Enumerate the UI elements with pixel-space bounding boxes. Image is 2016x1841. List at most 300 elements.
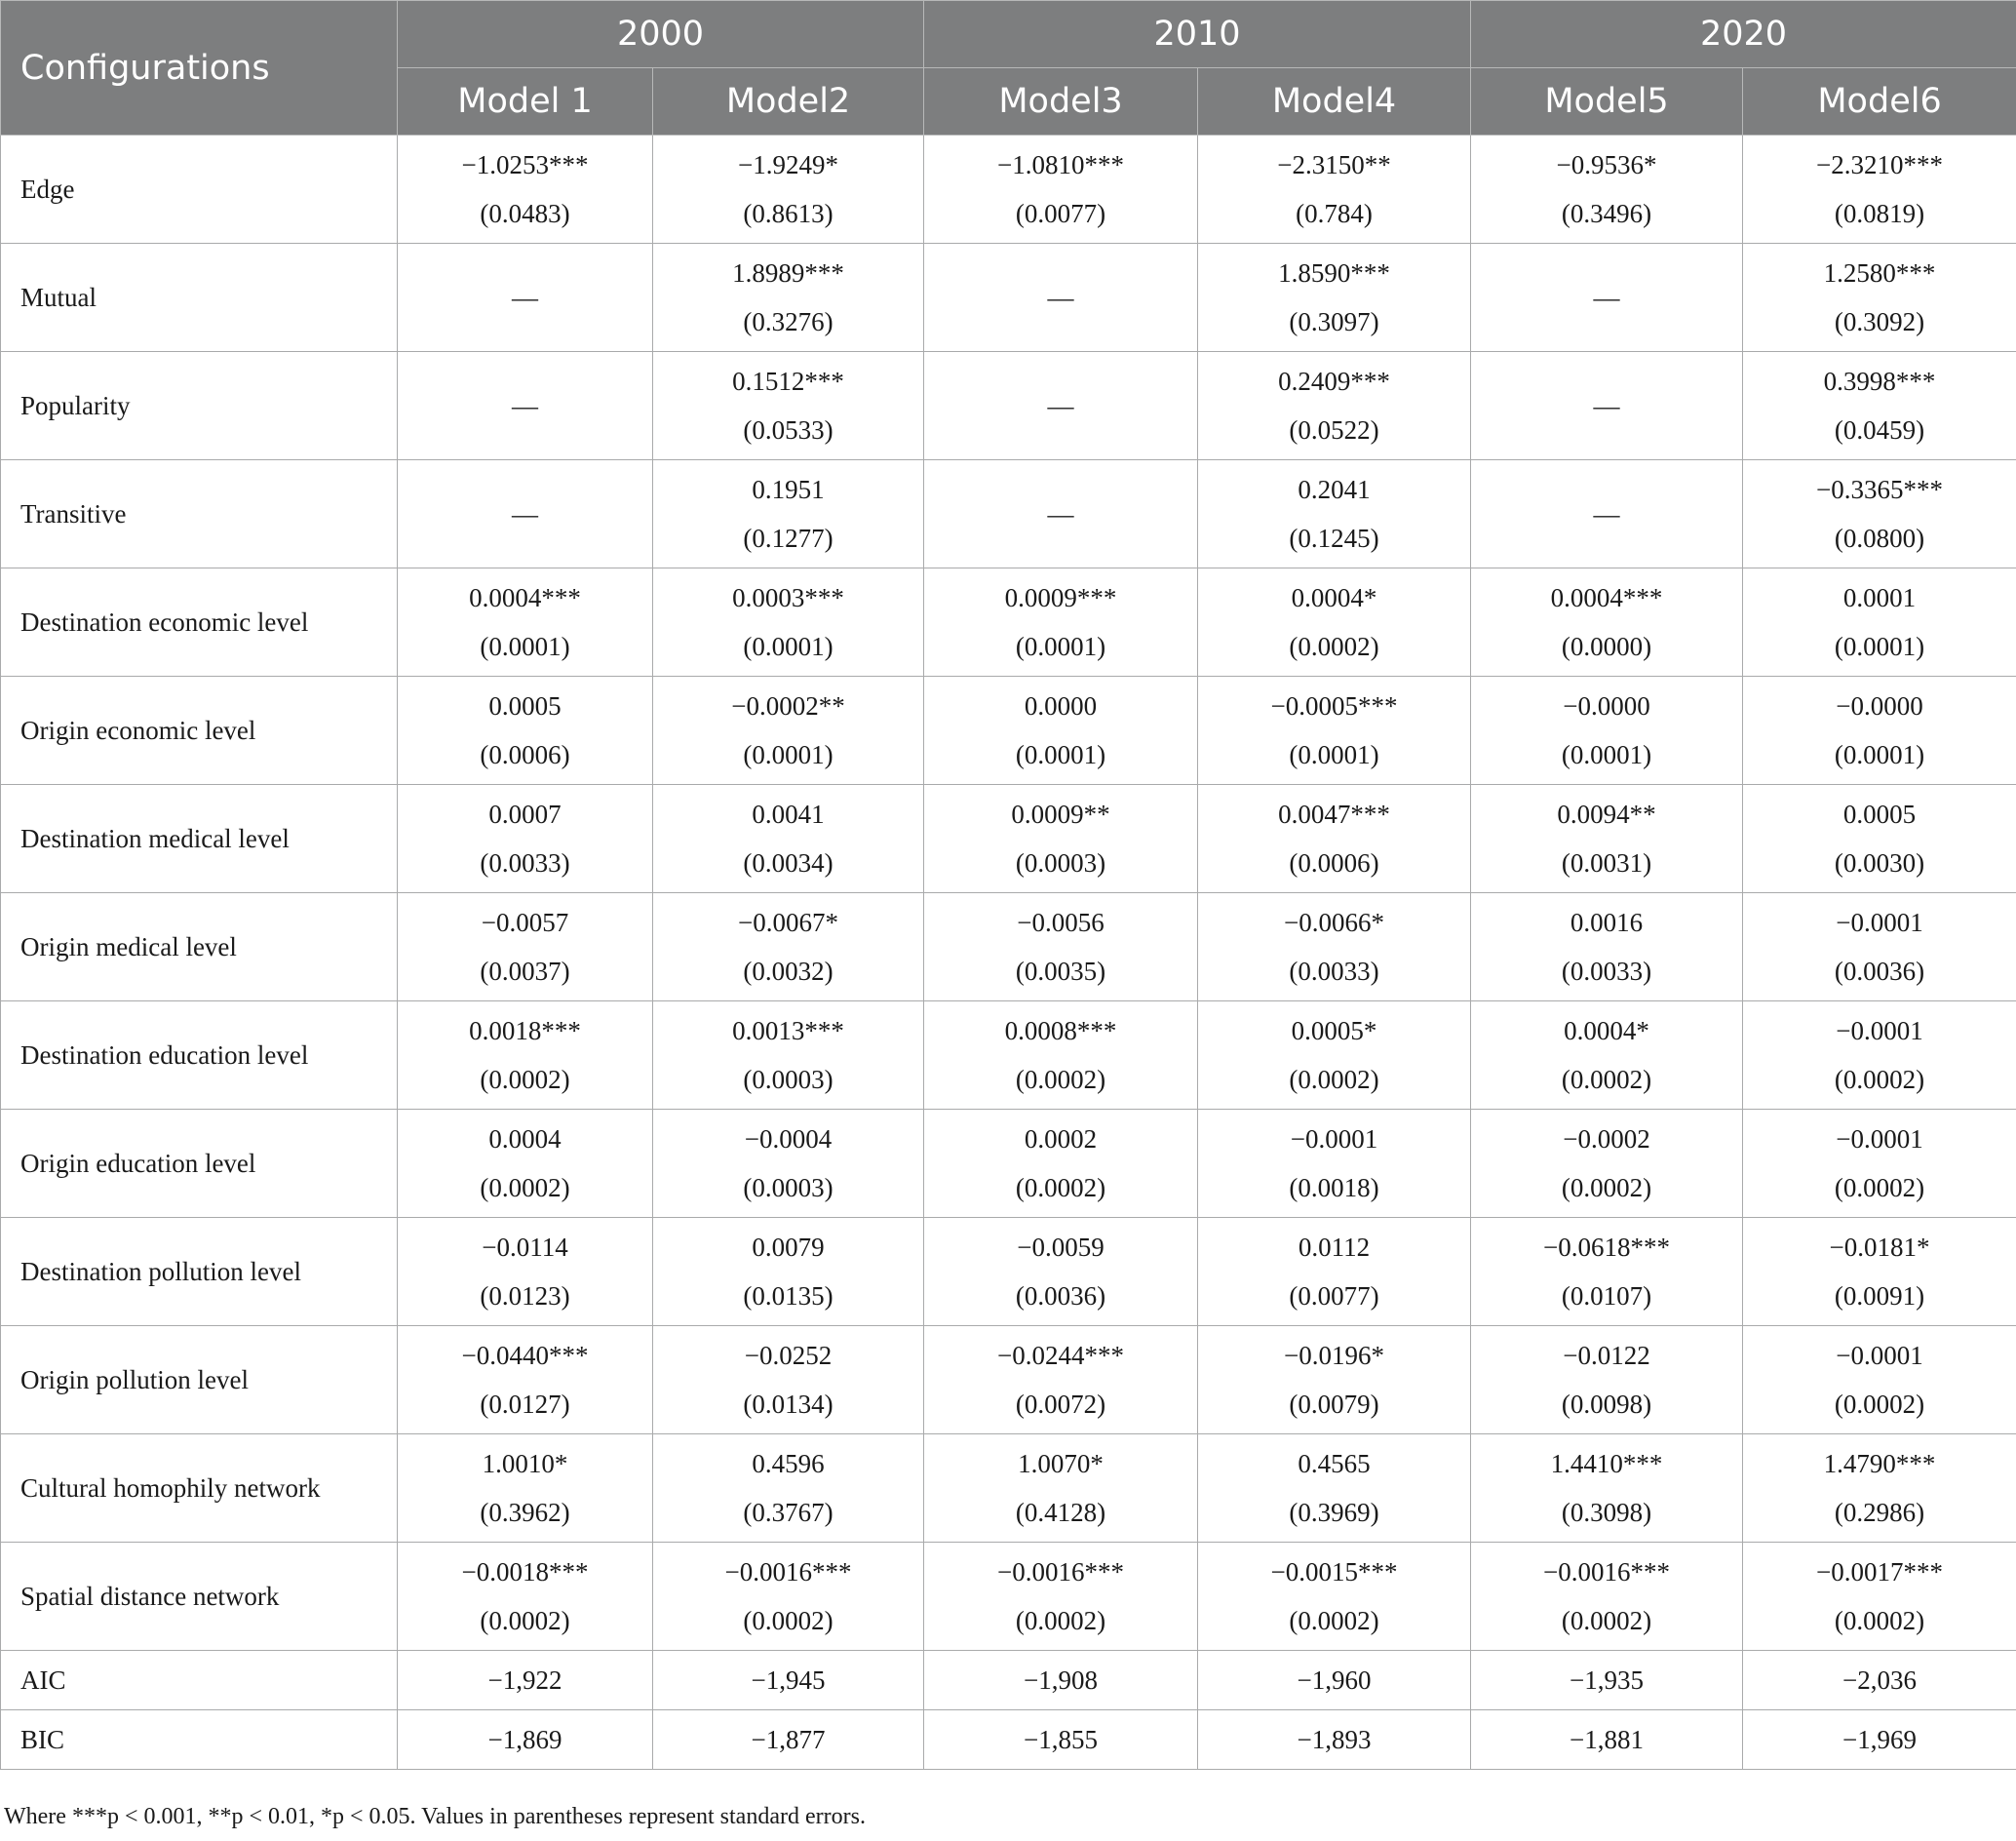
value-cell <box>1198 1434 1471 1543</box>
value-cell <box>1743 1110 2016 1218</box>
coefficient: 0.4565 <box>1298 1449 1371 1478</box>
value-cell <box>653 677 924 785</box>
standard-error: (0.1277) <box>743 524 834 553</box>
year-header-2000: 2000 <box>398 1 924 68</box>
coefficient: 0.0018*** <box>469 1016 581 1045</box>
coefficient: −0.0002** <box>731 691 845 721</box>
standard-error: (0.0522) <box>1289 415 1379 445</box>
standard-error: (0.0001) <box>1289 740 1379 769</box>
standard-error: (0.0033) <box>1561 957 1652 986</box>
standard-error: (0.2986) <box>1834 1498 1925 1527</box>
value-cell <box>398 136 653 244</box>
fit-value-cell: −1,969 <box>1743 1710 2016 1770</box>
coefficient: 0.0004*** <box>469 583 581 612</box>
value-cell <box>1471 352 1743 460</box>
fit-value-cell: −1,945 <box>653 1651 924 1710</box>
coefficient: 0.0016 <box>1570 908 1644 937</box>
coefficient: −1.9249* <box>738 150 838 179</box>
standard-error: (0.0002) <box>1834 1173 1925 1202</box>
value-cell <box>653 1434 924 1543</box>
value-cell <box>653 136 924 244</box>
empty-dash: — <box>512 282 538 312</box>
empty-dash: — <box>1593 498 1620 529</box>
coefficient: −0.0001 <box>1836 1341 1923 1370</box>
value-cell <box>653 568 924 677</box>
value-cell <box>1198 1110 1471 1218</box>
empty-dash: — <box>1047 498 1074 529</box>
standard-error: (0.0134) <box>743 1390 834 1419</box>
coefficient: −0.9536* <box>1556 150 1657 179</box>
standard-error: (0.0001) <box>1015 740 1106 769</box>
standard-error: (0.0135) <box>743 1281 834 1311</box>
coefficient: 1.4410*** <box>1550 1449 1663 1478</box>
coefficient: −0.0016*** <box>997 1557 1124 1586</box>
value-cell <box>1471 1001 1743 1110</box>
standard-error: (0.0031) <box>1561 848 1652 878</box>
standard-error: (0.3496) <box>1561 199 1652 228</box>
value-cell <box>1743 136 2016 244</box>
header-row-years <box>1 1 2016 68</box>
standard-error: (0.0072) <box>1015 1390 1106 1419</box>
standard-error: (0.0003) <box>743 1065 834 1094</box>
coefficient: 0.2409*** <box>1278 367 1390 396</box>
standard-error: (0.0003) <box>1015 848 1106 878</box>
standard-error: (0.0002) <box>1015 1173 1106 1202</box>
standard-error: (0.0036) <box>1834 957 1925 986</box>
standard-error: (0.0079) <box>1289 1390 1379 1419</box>
value-cell <box>1743 1001 2016 1110</box>
standard-error: (0.0002) <box>1289 632 1379 661</box>
standard-error: (0.0006) <box>480 740 570 769</box>
standard-error: (0.0002) <box>1834 1065 1925 1094</box>
standard-error: (0.0002) <box>480 1606 570 1635</box>
row-label: BIC <box>1 1710 398 1770</box>
coefficient: 0.4596 <box>752 1449 825 1478</box>
standard-error: (0.3092) <box>1834 307 1925 336</box>
standard-error: (0.0483) <box>480 199 570 228</box>
fit-value-cell: −1,855 <box>924 1710 1198 1770</box>
value-cell <box>1198 244 1471 352</box>
coefficient: 0.0005 <box>1842 800 1917 829</box>
coefficient: −0.0252 <box>744 1341 833 1370</box>
year-header-2020: 2020 <box>1471 1 2016 68</box>
standard-error: (0.0091) <box>1834 1281 1925 1311</box>
coefficient: 0.0112 <box>1298 1233 1371 1262</box>
table-row <box>1 136 2016 244</box>
value-cell <box>1471 568 1743 677</box>
fit-value-cell: −2,036 <box>1743 1651 2016 1710</box>
year-header-2010: 2010 <box>924 1 1471 68</box>
coefficient: −0.0244*** <box>997 1341 1124 1370</box>
empty-dash: — <box>512 390 538 420</box>
coefficient: 0.2041 <box>1298 475 1371 504</box>
table-row <box>1 1543 2016 1651</box>
coefficient: 0.1951 <box>752 475 825 504</box>
table-row <box>1 460 2016 568</box>
row-label: Cultural homophily network <box>1 1434 398 1543</box>
value-cell <box>653 785 924 893</box>
value-cell <box>1743 244 2016 352</box>
row-label: Origin education level <box>1 1110 398 1218</box>
value-cell <box>653 1543 924 1651</box>
coefficient: −0.0056 <box>1017 908 1105 937</box>
empty-dash: — <box>1047 390 1074 420</box>
standard-error: (0.0002) <box>1561 1606 1652 1635</box>
row-label: Popularity <box>1 352 398 460</box>
fit-row <box>1 1710 2016 1770</box>
coefficient: −1.0810*** <box>997 150 1124 179</box>
standard-error: (0.0006) <box>1289 848 1379 878</box>
table-row <box>1 1434 2016 1543</box>
standard-error: (0.0001) <box>480 632 570 661</box>
value-cell <box>653 1001 924 1110</box>
value-cell <box>653 352 924 460</box>
standard-error: (0.3767) <box>743 1498 834 1527</box>
table-row <box>1 1218 2016 1326</box>
standard-error: (0.4128) <box>1015 1498 1106 1527</box>
model-header-3: Model3 <box>924 68 1198 136</box>
table-footnote: Where ***p < 0.001, **p < 0.01, *p < 0.05. Values in parentheses represent standard errors. <box>4 1804 866 1829</box>
row-label: Destination pollution level <box>1 1218 398 1326</box>
coefficient: 0.3998*** <box>1823 367 1936 396</box>
value-cell <box>653 1326 924 1434</box>
value-cell <box>1198 1001 1471 1110</box>
configurations-header: Configurations <box>1 1 398 136</box>
value-cell <box>1471 244 1743 352</box>
model-header-6: Model6 <box>1743 68 2016 136</box>
standard-error: (0.0032) <box>743 957 834 986</box>
value-cell <box>924 352 1198 460</box>
value-cell <box>1198 785 1471 893</box>
value-cell <box>1743 893 2016 1001</box>
standard-error: (0.0002) <box>480 1065 570 1094</box>
value-cell <box>398 244 653 352</box>
table-body <box>1 136 2016 1770</box>
model-header-2: Model2 <box>653 68 924 136</box>
fit-value-cell: −1,869 <box>398 1710 653 1770</box>
value-cell <box>398 677 653 785</box>
coefficient: 0.0003*** <box>732 583 844 612</box>
standard-error: (0.0002) <box>1289 1065 1379 1094</box>
value-cell <box>398 460 653 568</box>
coefficient: −0.0440*** <box>461 1341 589 1370</box>
value-cell <box>653 1218 924 1326</box>
standard-error: (0.0002) <box>1561 1065 1652 1094</box>
standard-error: (0.8613) <box>743 199 834 228</box>
value-cell <box>924 244 1198 352</box>
model-header-4: Model4 <box>1198 68 1471 136</box>
standard-error: (0.0035) <box>1015 957 1106 986</box>
coefficient: 0.0009** <box>1011 800 1110 829</box>
value-cell <box>924 136 1198 244</box>
coefficient: −0.0002 <box>1563 1124 1650 1154</box>
table-row <box>1 568 2016 677</box>
standard-error: (0.0003) <box>743 1173 834 1202</box>
coefficient: −0.3365*** <box>1816 475 1944 504</box>
standard-error: (0.0002) <box>1834 1390 1925 1419</box>
row-label: Transitive <box>1 460 398 568</box>
table-header <box>1 1 2016 136</box>
table-row <box>1 352 2016 460</box>
empty-dash: — <box>1593 390 1620 420</box>
coefficient: −0.0067* <box>738 908 838 937</box>
value-cell <box>1471 460 1743 568</box>
model-header-5: Model5 <box>1471 68 1743 136</box>
coefficient: −0.0001 <box>1836 1124 1923 1154</box>
value-cell <box>1743 1543 2016 1651</box>
coefficient: 0.0007 <box>488 800 562 829</box>
value-cell <box>653 460 924 568</box>
coefficient: 1.0010* <box>482 1449 568 1478</box>
standard-error: (0.0123) <box>480 1281 570 1311</box>
value-cell <box>1471 1326 1743 1434</box>
value-cell <box>1743 1326 2016 1434</box>
value-cell <box>1198 1543 1471 1651</box>
standard-error: (0.0001) <box>743 740 834 769</box>
value-cell <box>398 568 653 677</box>
value-cell <box>398 352 653 460</box>
value-cell <box>1198 136 1471 244</box>
coefficient: 1.4790*** <box>1823 1449 1936 1478</box>
coefficient: 1.8590*** <box>1278 258 1390 288</box>
row-label: Destination economic level <box>1 568 398 677</box>
standard-error: (0.3276) <box>743 307 834 336</box>
model-header-1: Model 1 <box>398 68 653 136</box>
table-row <box>1 1001 2016 1110</box>
value-cell <box>398 785 653 893</box>
standard-error: (0.0037) <box>480 957 570 986</box>
value-cell <box>1471 677 1743 785</box>
row-label: Mutual <box>1 244 398 352</box>
value-cell <box>924 460 1198 568</box>
coefficient: 0.0005 <box>488 691 562 721</box>
value-cell <box>1743 677 2016 785</box>
coefficient: −0.0066* <box>1284 908 1385 937</box>
coefficient: 0.0009*** <box>1004 583 1117 612</box>
value-cell <box>1198 568 1471 677</box>
coefficient: −0.0059 <box>1017 1233 1105 1262</box>
standard-error: (0.0077) <box>1015 199 1106 228</box>
empty-dash: — <box>512 498 538 529</box>
fit-value-cell: −1,960 <box>1198 1651 1471 1710</box>
coefficient: 0.0004*** <box>1550 583 1663 612</box>
value-cell <box>1198 677 1471 785</box>
value-cell <box>398 1110 653 1218</box>
coefficient: 0.0004* <box>1564 1016 1649 1045</box>
fit-value-cell: −1,893 <box>1198 1710 1471 1770</box>
standard-error: (0.0001) <box>743 632 834 661</box>
coefficient: −0.0057 <box>481 908 569 937</box>
fit-value-cell: −1,935 <box>1471 1651 1743 1710</box>
table-row <box>1 1110 2016 1218</box>
coefficient: −2.3150** <box>1277 150 1391 179</box>
fit-value-cell: −1,922 <box>398 1651 653 1710</box>
coefficient: 1.8989*** <box>732 258 844 288</box>
value-cell <box>398 1218 653 1326</box>
coefficient: −0.0122 <box>1563 1341 1650 1370</box>
value-cell <box>398 1326 653 1434</box>
value-cell <box>1471 136 1743 244</box>
coefficient: 0.0047*** <box>1278 800 1390 829</box>
coefficient: −0.0181* <box>1829 1233 1930 1262</box>
value-cell <box>1743 460 2016 568</box>
value-cell <box>924 1326 1198 1434</box>
value-cell <box>924 1001 1198 1110</box>
coefficient: −0.0017*** <box>1816 1557 1944 1586</box>
coefficient: 0.0079 <box>752 1233 825 1262</box>
fit-value-cell: −1,877 <box>653 1710 924 1770</box>
coefficient: 0.0000 <box>1024 691 1098 721</box>
coefficient: 0.0002 <box>1024 1124 1098 1154</box>
standard-error: (0.0002) <box>743 1606 834 1635</box>
value-cell <box>398 1434 653 1543</box>
standard-error: (0.0819) <box>1834 199 1925 228</box>
coefficient: −0.0000 <box>1836 691 1923 721</box>
standard-error: (0.0459) <box>1834 415 1925 445</box>
standard-error: (0.0033) <box>1289 957 1379 986</box>
coefficient: 0.0004* <box>1291 583 1377 612</box>
value-cell <box>398 1543 653 1651</box>
row-label: AIC <box>1 1651 398 1710</box>
table-row <box>1 244 2016 352</box>
standard-error: (0.0002) <box>1289 1606 1379 1635</box>
fit-value-cell: −1,881 <box>1471 1710 1743 1770</box>
standard-error: (0.0002) <box>1015 1065 1106 1094</box>
coefficient: −0.0015*** <box>1270 1557 1398 1586</box>
table-row <box>1 893 2016 1001</box>
value-cell <box>1471 1218 1743 1326</box>
row-label: Origin economic level <box>1 677 398 785</box>
standard-error: (0.0077) <box>1289 1281 1379 1311</box>
table-row <box>1 677 2016 785</box>
coefficient: −0.0000 <box>1563 691 1650 721</box>
coefficient: −0.0001 <box>1836 1016 1923 1045</box>
fit-value-cell: −1,908 <box>924 1651 1198 1710</box>
coefficient: −0.0004 <box>744 1124 833 1154</box>
standard-error: (0.0127) <box>480 1390 570 1419</box>
standard-error: (0.3969) <box>1289 1498 1379 1527</box>
standard-error: (0.0533) <box>743 415 834 445</box>
coefficient: 1.0070* <box>1018 1449 1104 1478</box>
empty-dash: — <box>1047 282 1074 312</box>
standard-error: (0.0001) <box>1561 740 1652 769</box>
value-cell <box>924 568 1198 677</box>
value-cell <box>1471 785 1743 893</box>
standard-error: (0.0018) <box>1289 1173 1379 1202</box>
row-label: Origin medical level <box>1 893 398 1001</box>
standard-error: (0.0002) <box>480 1173 570 1202</box>
standard-error: (0.3098) <box>1561 1498 1652 1527</box>
coefficient: −0.0001 <box>1290 1124 1378 1154</box>
standard-error: (0.0036) <box>1015 1281 1106 1311</box>
empty-dash: — <box>1593 282 1620 312</box>
standard-error: (0.0107) <box>1561 1281 1652 1311</box>
value-cell <box>924 893 1198 1001</box>
value-cell <box>924 1543 1198 1651</box>
value-cell <box>653 893 924 1001</box>
coefficient: 0.0013*** <box>732 1016 844 1045</box>
coefficient: −0.0018*** <box>461 1557 589 1586</box>
coefficient: −2.3210*** <box>1816 150 1944 179</box>
value-cell <box>1198 460 1471 568</box>
coefficient: −0.0001 <box>1836 908 1923 937</box>
value-cell <box>1471 893 1743 1001</box>
standard-error: (0.0030) <box>1834 848 1925 878</box>
standard-error: (0.3097) <box>1289 307 1379 336</box>
value-cell <box>1471 1543 1743 1651</box>
value-cell <box>1471 1434 1743 1543</box>
standard-error: (0.0000) <box>1561 632 1652 661</box>
value-cell <box>924 677 1198 785</box>
value-cell <box>398 1001 653 1110</box>
standard-error: (0.0034) <box>743 848 834 878</box>
coefficient: 0.0008*** <box>1004 1016 1117 1045</box>
coefficient: 0.0041 <box>752 800 825 829</box>
row-label: Destination education level <box>1 1001 398 1110</box>
standard-error: (0.0002) <box>1015 1606 1106 1635</box>
row-label: Spatial distance network <box>1 1543 398 1651</box>
standard-error: (0.0098) <box>1561 1390 1652 1419</box>
value-cell <box>398 893 653 1001</box>
table-row <box>1 1326 2016 1434</box>
row-label: Destination medical level <box>1 785 398 893</box>
value-cell <box>1743 785 2016 893</box>
fit-row <box>1 1651 2016 1710</box>
standard-error: (0.0800) <box>1834 524 1925 553</box>
coefficient: −1.0253*** <box>461 150 589 179</box>
standard-error: (0.0001) <box>1015 632 1106 661</box>
value-cell <box>924 1110 1198 1218</box>
value-cell <box>924 1434 1198 1543</box>
coefficient: 0.0005* <box>1291 1016 1377 1045</box>
value-cell <box>924 785 1198 893</box>
standard-error: (0.0033) <box>480 848 570 878</box>
coefficient: −0.0114 <box>482 1233 568 1262</box>
coefficient: 1.2580*** <box>1823 258 1936 288</box>
coefficient: 0.1512*** <box>732 367 844 396</box>
standard-error: (0.0001) <box>1834 632 1925 661</box>
row-label: Origin pollution level <box>1 1326 398 1434</box>
standard-error: (0.0002) <box>1834 1606 1925 1635</box>
value-cell <box>1743 1218 2016 1326</box>
value-cell <box>653 1110 924 1218</box>
standard-error: (0.0001) <box>1834 740 1925 769</box>
coefficient: −0.0618*** <box>1543 1233 1671 1262</box>
value-cell <box>924 1218 1198 1326</box>
coefficient: 0.0004 <box>488 1124 562 1154</box>
value-cell <box>1198 352 1471 460</box>
coefficient: −0.0005*** <box>1270 691 1398 721</box>
value-cell <box>1743 352 2016 460</box>
standard-error: (0.0002) <box>1561 1173 1652 1202</box>
coefficient: −0.0016*** <box>1543 1557 1671 1586</box>
row-label: Edge <box>1 136 398 244</box>
value-cell <box>1471 1110 1743 1218</box>
coefficient: 0.0094** <box>1557 800 1656 829</box>
standard-error: (0.3962) <box>480 1498 570 1527</box>
table-row <box>1 785 2016 893</box>
standard-error: (0.1245) <box>1289 524 1379 553</box>
coefficient: −0.0196* <box>1284 1341 1385 1370</box>
standard-error: (0.784) <box>1296 199 1373 228</box>
value-cell <box>653 244 924 352</box>
value-cell <box>1198 893 1471 1001</box>
value-cell <box>1743 568 2016 677</box>
value-cell <box>1743 1434 2016 1543</box>
value-cell <box>1198 1326 1471 1434</box>
coefficient: −0.0016*** <box>724 1557 852 1586</box>
value-cell <box>1198 1218 1471 1326</box>
